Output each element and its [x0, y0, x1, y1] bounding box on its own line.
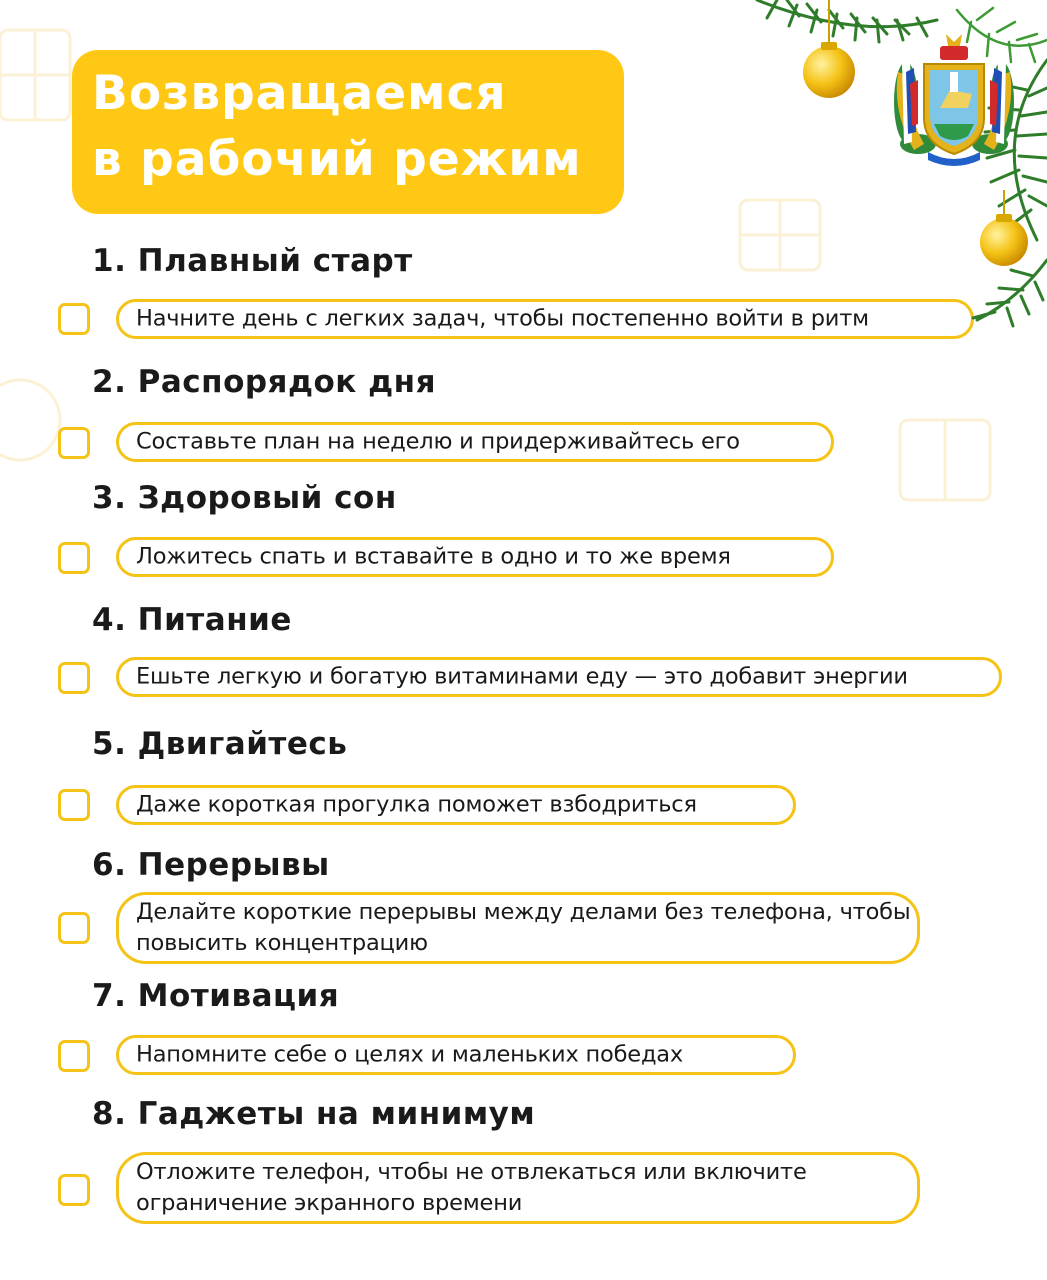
checkbox-icon[interactable] [58, 789, 90, 821]
checkbox-icon[interactable] [58, 912, 90, 944]
tip-pill-gadgets [116, 1152, 920, 1224]
tip-pill-sleep [116, 537, 834, 577]
ornament-ball-icon [980, 218, 1028, 266]
section-heading-sleep: 3. Здоровый сон [92, 480, 397, 516]
section-heading-schedule: 2. Распорядок дня [92, 364, 436, 400]
tip-pill-move [116, 785, 796, 825]
checkbox-icon[interactable] [58, 303, 90, 335]
section-heading-motivation: 7. Мотивация [92, 978, 340, 1014]
tip-text: Ложитесь спать и вставайте в одно и то же время [136, 543, 731, 570]
tip-text: Делайте короткие перерывы между делами без телефона, чтобы повысить концентрацию [136, 899, 911, 956]
tip-text: Напомните себе о целях и маленьких победах [136, 1041, 684, 1068]
tip-pill-nutrition [116, 657, 1002, 697]
page-title-line-1: Возвращаемся [92, 66, 507, 121]
section-heading-gadgets: 8. Гаджеты на минимум [92, 1096, 536, 1132]
section-heading-nutrition: 4. Питание [92, 602, 292, 638]
coat-of-arms-emblem-icon [888, 32, 1020, 170]
tip-text: Ешьте легкую и богатую витаминами еду — это добавит энергии [136, 663, 908, 690]
checkbox-icon[interactable] [58, 1174, 90, 1206]
page-title-line-2: в рабочий режим [92, 132, 582, 187]
checkbox-icon[interactable] [58, 1040, 90, 1072]
tip-text: Отложите телефон, чтобы не отвлекаться или включите ограничение экранного времени [136, 1159, 807, 1216]
tip-pill-motivation [116, 1035, 796, 1075]
ornament-ball-icon [803, 46, 855, 98]
tip-pill-breaks [116, 892, 920, 964]
tip-text: Даже короткая прогулка поможет взбодриться [136, 791, 697, 818]
section-heading-breaks: 6. Перерывы [92, 847, 330, 883]
section-heading-move: 5. Двигайтесь [92, 726, 348, 762]
section-heading-start: 1. Плавный старт [92, 243, 413, 279]
checkbox-icon[interactable] [58, 542, 90, 574]
checkbox-icon[interactable] [58, 662, 90, 694]
tip-text: Начните день с легких задач, чтобы постепенно войти в ритм [136, 305, 869, 332]
tip-pill-schedule [116, 422, 834, 462]
tip-text: Составьте план на неделю и придерживайтесь его [136, 428, 740, 455]
checkbox-icon[interactable] [58, 427, 90, 459]
